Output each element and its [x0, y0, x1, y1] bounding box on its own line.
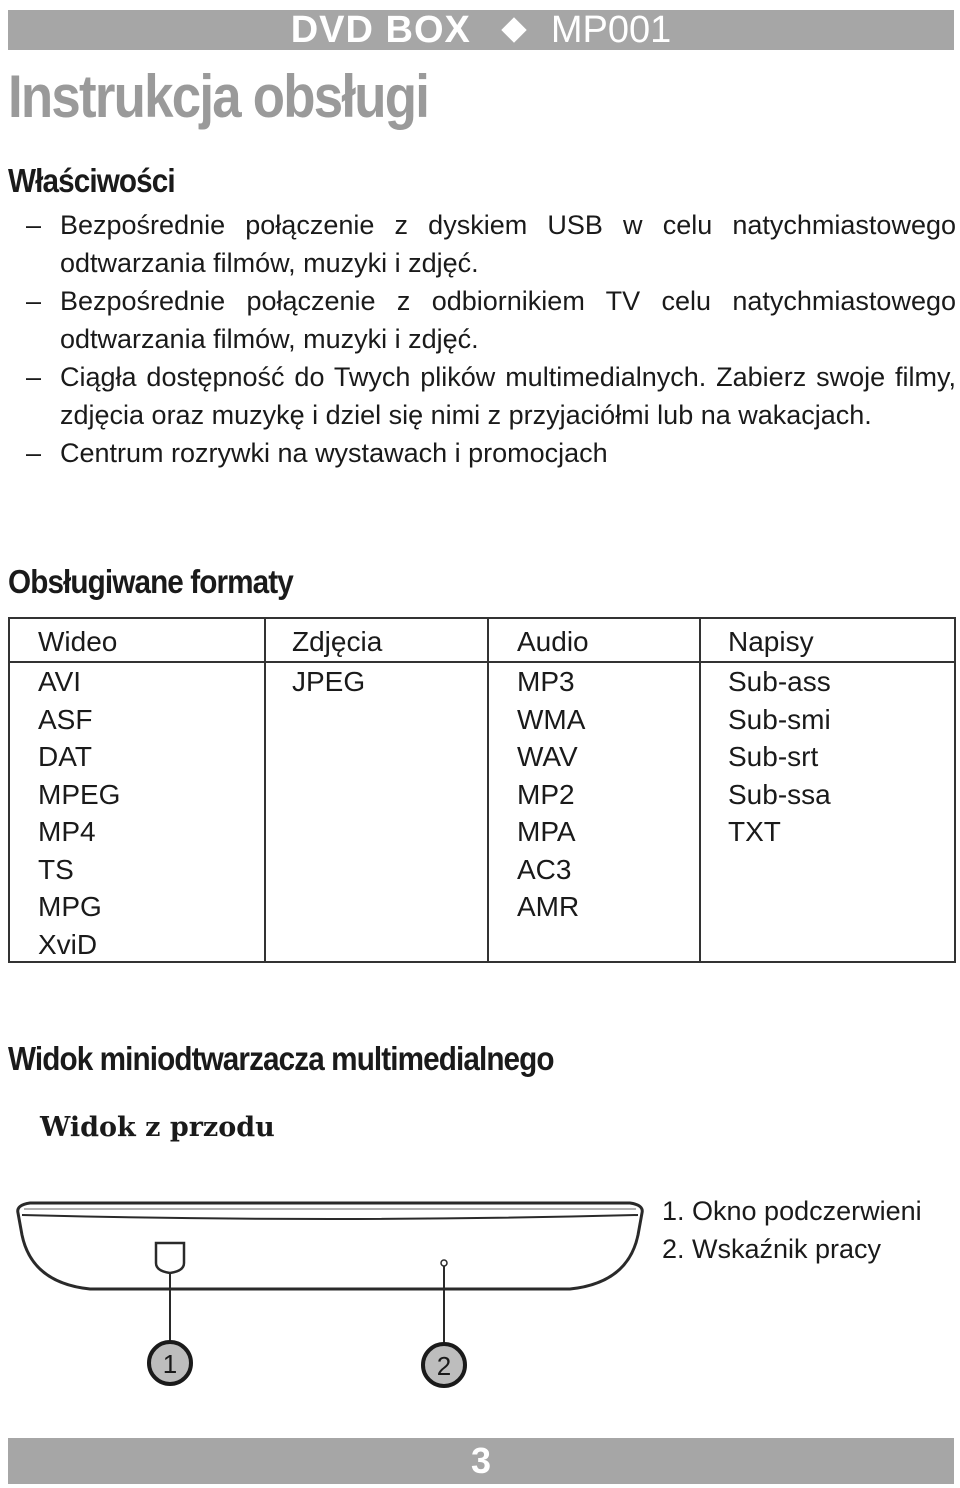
column-video-items	[38, 663, 120, 963]
led-indicator-icon	[441, 1260, 447, 1266]
legend-item-ir-window: 1. Okno podczerwieni	[662, 1196, 922, 1226]
page-title: Instrukcja obsługi	[8, 63, 429, 130]
column-header-audio: Audio	[517, 626, 589, 657]
header-brand: DVD BOX	[290, 8, 471, 51]
device-body	[18, 1203, 643, 1289]
table-cell: ASF	[38, 703, 93, 735]
features-heading: Właściwości	[8, 162, 175, 199]
list-item: – Ciągła dostępność do Twych plików multimedialnych. Zabierz swoje filmy, zdjęcia oraz muzykę i dziel się nimi z przyjaciółmi lub na wakacjach.	[26, 358, 956, 434]
table-cell: JPEG	[292, 666, 366, 697]
table-cell: AVI	[38, 666, 82, 697]
callout-label-2: 2	[436, 1351, 452, 1381]
formats-heading: Obsługiwane formaty	[8, 563, 293, 600]
list-item: – Centrum rozrywki na wystawach i promocjach	[26, 434, 956, 472]
table-cell: MP2	[517, 778, 575, 810]
front-view-label: Widok z przodu	[40, 1112, 275, 1143]
column-photos-items	[292, 663, 365, 701]
device-front-diagram	[10, 1165, 650, 1435]
column-header-photos: Zdjęcia	[292, 626, 383, 657]
diamond-icon	[501, 17, 526, 42]
table-cell: DAT	[38, 741, 92, 772]
view-heading: Widok miniodtwarzacza multimedialnego	[8, 1040, 554, 1077]
footer-band	[8, 1438, 954, 1484]
dash-icon: –	[26, 210, 42, 240]
legend-item-indicator: 2. Wskaźnik pracy	[662, 1234, 882, 1264]
list-item: – Bezpośrednie połączenie z odbiornikiem TV celu natychmiastowego odtwarzania filmów, muzyki i zdjęć.	[26, 282, 956, 358]
table-cell: WMA	[517, 703, 586, 735]
table-cell: MP4	[38, 816, 96, 847]
formats-table	[8, 617, 956, 963]
column-header-video: Wideo	[38, 626, 118, 657]
column-subtitles-items	[728, 663, 831, 851]
features-list	[26, 206, 956, 472]
table-cell: AMR	[517, 891, 580, 922]
table-cell: Sub-srt	[728, 741, 819, 772]
table-cell: WAV	[517, 741, 578, 772]
table-cell: MPEG	[38, 778, 121, 810]
column-divider	[487, 619, 489, 961]
table-cell: MP3	[517, 666, 575, 697]
column-divider	[264, 619, 266, 961]
header-model: MP001	[550, 8, 672, 51]
ir-window-icon	[156, 1243, 184, 1273]
column-header-subtitles: Napisy	[728, 626, 814, 657]
header-band	[8, 10, 954, 50]
table-cell: MPA	[517, 816, 576, 847]
table-cell: AC3	[517, 853, 572, 885]
table-cell: TS	[38, 853, 74, 885]
column-audio-items	[517, 663, 585, 926]
table-cell: Sub-ssa	[728, 778, 831, 810]
dash-icon: –	[26, 438, 42, 468]
table-cell: MPG	[38, 891, 102, 922]
list-item: – Bezpośrednie połączenie z dyskiem USB w celu natychmiastowego odtwarzania filmów, muzyki i zdjęć.	[26, 206, 956, 282]
page-number: 3	[470, 1440, 492, 1481]
table-cell: Sub-smi	[728, 703, 831, 735]
callout-label-1: 1	[162, 1349, 178, 1379]
table-cell: TXT	[728, 816, 781, 847]
diagram-legend	[662, 1192, 922, 1268]
table-cell: Sub-ass	[728, 666, 831, 697]
table-cell: XviD	[38, 928, 98, 960]
dash-icon: –	[26, 362, 42, 392]
dash-icon: –	[26, 286, 42, 316]
column-divider	[699, 619, 701, 961]
